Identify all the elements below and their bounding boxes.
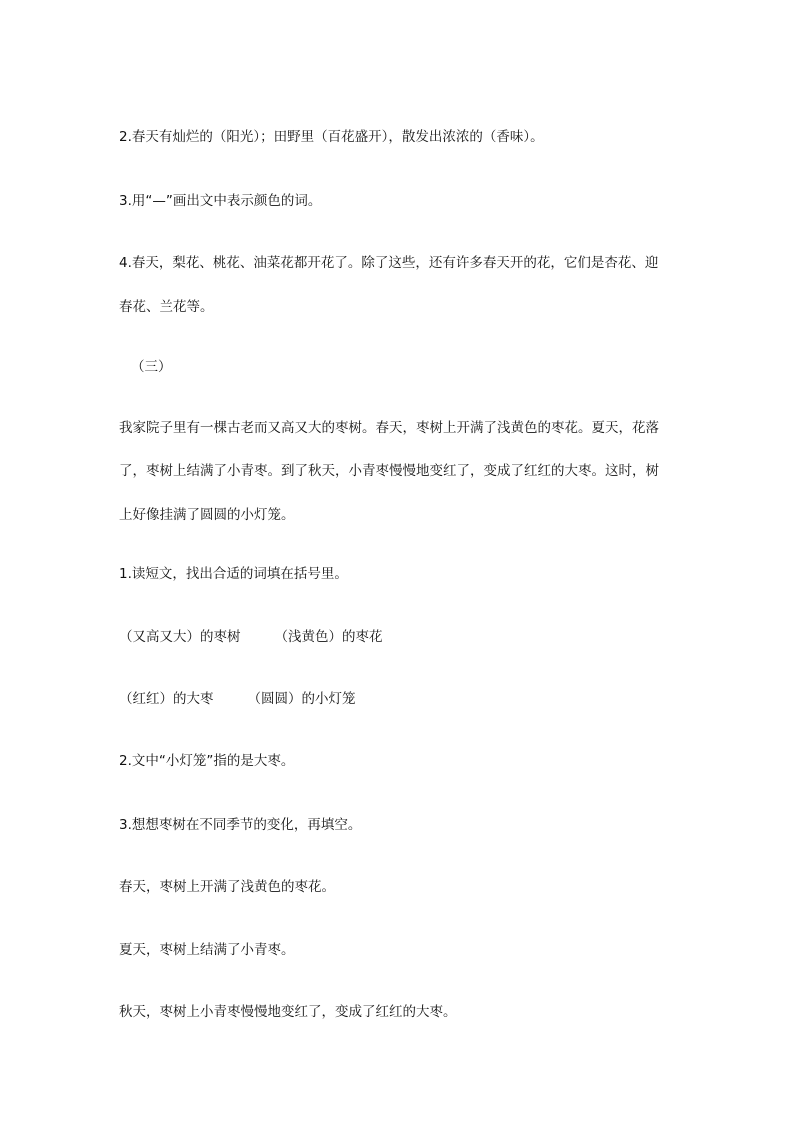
- season-autumn-answer: 秋天，枣树上小青枣慢慢地变红了，变成了红红的大枣。: [119, 1004, 457, 1020]
- answer-row-1: [119, 627, 383, 647]
- part3-question-2: 2.文中“小灯笼”指的是大枣。: [119, 753, 295, 769]
- part2-question-2: 2.春天有灿烂的（阳光）；田野里（百花盛开），散发出浓浓的（香味）。: [119, 129, 544, 145]
- answer-row-2: [119, 689, 356, 709]
- part2-question-4-line-2: 春花、兰花等。: [119, 299, 214, 315]
- part3-question-3: 3.想想枣树在不同季节的变化，再填空。: [119, 817, 362, 833]
- answer-tall-big-jujube-tree: （又高又大）的枣树: [119, 629, 241, 645]
- answer-round-little-lantern: （圆圆）的小灯笼: [247, 691, 356, 707]
- part2-question-4-line-1: 4.春天，梨花、桃花、油菜花都开花了。除了这些，还有许多春天开的花，它们是杏花、迎: [119, 255, 659, 271]
- passage-line-3: 上好像挂满了圆圆的小灯笼。: [119, 507, 295, 523]
- season-summer-answer: 夏天，枣树上结满了小青枣。: [119, 942, 295, 958]
- passage-line-1: 我家院子里有一棵古老而又高又大的枣树。春天，枣树上开满了浅黄色的枣花。夏天，花落: [119, 420, 659, 436]
- season-spring-answer: 春天，枣树上开满了浅黄色的枣花。: [119, 879, 335, 895]
- part2-question-3: 3.用“—”画出文中表示颜色的词。: [119, 193, 322, 209]
- part3-question-1: 1.读短文，找出合适的词填在括号里。: [119, 566, 348, 582]
- answer-light-yellow-jujube-flower: （浅黄色）的枣花: [274, 629, 383, 645]
- section-heading-3: （三）: [131, 359, 172, 375]
- answer-red-big-jujube: （红红）的大枣: [119, 691, 214, 707]
- passage-line-2: 了，枣树上结满了小青枣。到了秋天，小青枣慢慢地变红了，变成了红红的大枣。这时，树: [119, 463, 659, 479]
